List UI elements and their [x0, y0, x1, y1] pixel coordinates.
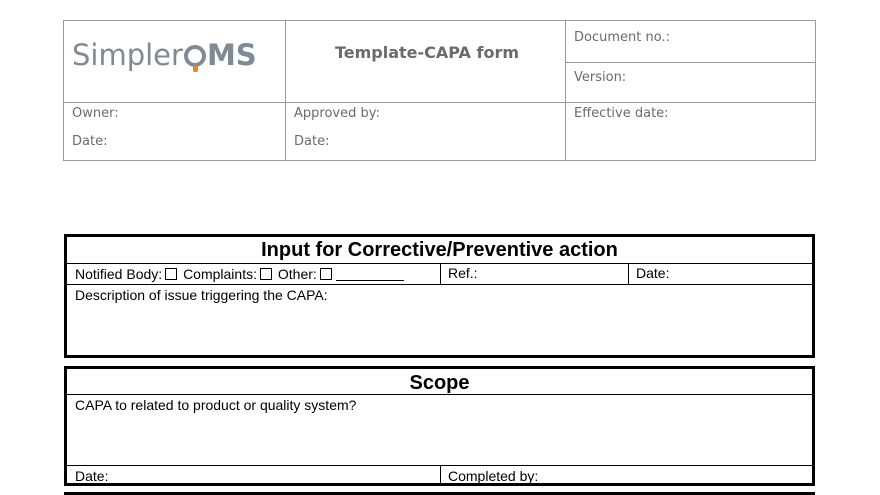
scope-section-title: Scope	[409, 372, 470, 394]
logo-text-suffix: MS	[206, 38, 257, 72]
notified-body-label: Notified Body:	[75, 266, 163, 282]
notified-body-checkbox[interactable]	[165, 268, 177, 280]
owner-date-label: Date:	[72, 134, 108, 149]
header-divider	[565, 21, 566, 160]
input-section-title: Input for Corrective/Preventive action	[261, 239, 618, 261]
column-divider	[628, 263, 629, 284]
approved-by-label: Approved by:	[294, 106, 380, 121]
input-date-label: Date:	[636, 265, 670, 281]
header-divider	[64, 102, 815, 103]
scope-section	[64, 366, 815, 486]
version-label: Version:	[574, 70, 627, 85]
column-divider	[440, 263, 441, 284]
source-options-row	[75, 266, 404, 282]
scope-date-label: Date:	[75, 468, 109, 484]
approved-date-label: Date:	[294, 134, 330, 149]
row-divider	[67, 394, 812, 395]
document-no-label: Document no.:	[574, 30, 670, 45]
completed-by-label: Completed by:	[448, 468, 539, 484]
input-section	[64, 234, 815, 358]
complaints-checkbox[interactable]	[260, 268, 272, 280]
logo-q-icon	[184, 45, 206, 67]
ref-label: Ref.:	[448, 265, 478, 281]
header-divider	[565, 62, 815, 63]
owner-label: Owner:	[72, 106, 119, 121]
column-divider	[440, 465, 441, 486]
logo-text: Simpler	[72, 38, 183, 72]
template-title: Template-CAPA form	[334, 43, 520, 62]
scope-question-label: CAPA to related to product or quality system?	[75, 397, 357, 413]
document-header-table	[63, 20, 816, 161]
complaints-label: Complaints:	[183, 266, 257, 282]
effective-date-label: Effective date:	[574, 106, 669, 121]
company-logo	[72, 38, 257, 72]
header-divider	[285, 21, 286, 160]
other-label: Other:	[277, 266, 317, 282]
other-checkbox[interactable]	[320, 268, 332, 280]
description-label: Description of issue triggering the CAPA:	[75, 287, 328, 303]
row-divider	[67, 284, 812, 285]
other-blank-field[interactable]	[336, 268, 404, 281]
